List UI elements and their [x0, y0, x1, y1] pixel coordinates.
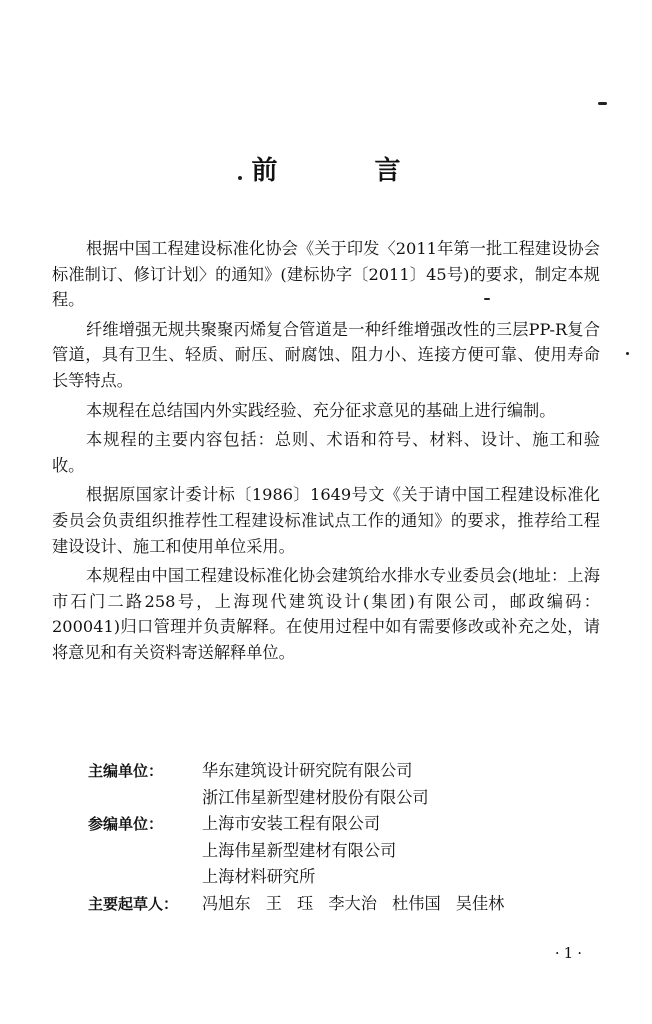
chief-editor-unit: 华东建筑设计研究院有限公司	[202, 761, 413, 780]
participating-unit: 上海市安装工程有限公司	[202, 814, 381, 833]
page-number: ·1·	[554, 944, 586, 962]
chief-editor-units	[202, 758, 608, 811]
page-title: 前 言	[251, 156, 445, 186]
participating-unit: 上海材料研究所	[202, 867, 316, 886]
chief-editor-label: 主编单位：	[88, 762, 164, 780]
drafters-label: 主要起草人：	[88, 894, 179, 913]
participating-label: 参编单位：	[88, 815, 164, 833]
credits-block	[88, 758, 608, 917]
paragraph-3: 本规程在总结国内外实践经验、充分征求意见的基础上进行编制。	[86, 400, 556, 420]
paragraph-2: 纤维增强无规共聚聚丙烯复合管道是一种纤维增强改性的三层PP-R复合管道，具有卫生、轻质、耐压、耐腐蚀、阻力小、连接方便可靠、使用寿命长等特点。	[52, 319, 600, 390]
paragraph-4: 本规程的主要内容包括：总则、术语和符号、材料、设计、施工和验收。	[52, 430, 600, 475]
foreword-body	[52, 236, 600, 670]
participating-units	[202, 811, 608, 891]
scan-speck	[484, 298, 490, 300]
paragraph-1: 根据中国工程建设标准化协会《关于印发〈2011年第一批工程建设协会标准制订、修订计划〉的通知》(建标协字〔2011〕45号)的要求，制定本规程。	[52, 239, 600, 310]
scan-speck	[626, 352, 629, 355]
chief-editor-unit: 浙江伟星新型建材股份有限公司	[202, 787, 429, 807]
scan-speck	[238, 176, 242, 180]
chief-editor-row	[88, 758, 608, 811]
scan-speck	[598, 102, 607, 105]
paragraph-5: 根据原国家计委计标〔1986〕1649号文《关于请中国工程建设标准化委员会负责组织推荐性工程建设标准试点工作的通知》的要求，推荐给工程建设设计、施工和使用单位采用。	[52, 485, 600, 556]
paragraph-6: 本规程由中国工程建设标准化协会建筑给水排水专业委员会(地址：上海市石门二路258号，上海现代建筑设计(集团)有限公司，邮政编码：200041)归口管理并负责解释。在使用过程中如有需要修改或补充之处，请将意见和有关资料寄送解释单位。	[52, 566, 600, 662]
participating-row	[88, 811, 608, 891]
drafters-list: 冯旭东 王 珏 李大治 杜伟国 吴佳林	[202, 893, 505, 913]
participating-unit: 上海伟星新型建材有限公司	[202, 840, 397, 860]
drafters-row	[88, 891, 608, 918]
drafters-names	[202, 891, 608, 918]
